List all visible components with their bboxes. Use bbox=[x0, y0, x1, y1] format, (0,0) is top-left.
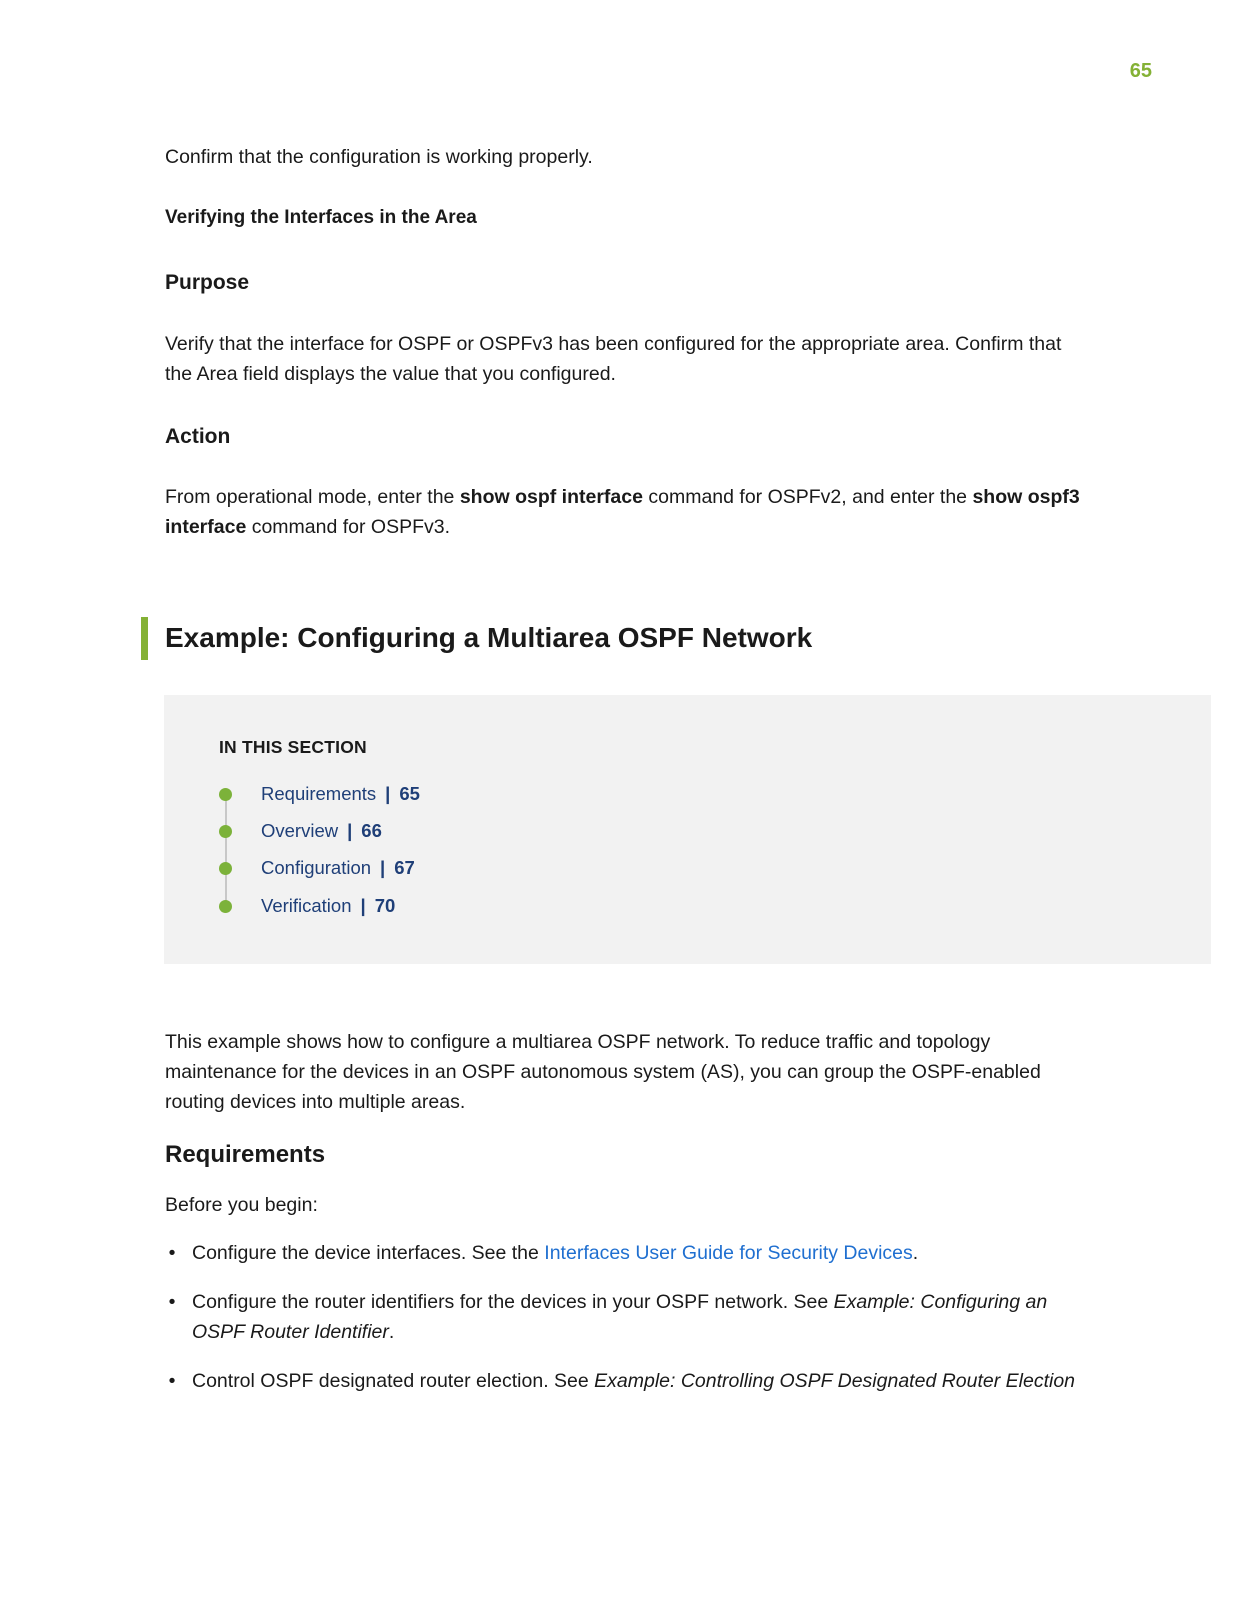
verify-label: Verifying the Interfaces in the Area bbox=[165, 207, 477, 228]
list-item bbox=[165, 1287, 1085, 1347]
toc-connector-line bbox=[225, 794, 227, 906]
purpose-heading: Purpose bbox=[165, 271, 250, 294]
toc-separator: | bbox=[380, 857, 386, 878]
list-item bbox=[165, 1238, 1085, 1268]
interfaces-guide-link[interactable]: Interfaces User Guide for Security Devices bbox=[544, 1242, 913, 1264]
list-item-end: . bbox=[912, 1242, 919, 1264]
toc-page-number[interactable]: 66 bbox=[361, 820, 382, 841]
toc-link-label[interactable]: Requirements bbox=[261, 783, 377, 804]
toc-page-number[interactable]: 67 bbox=[394, 857, 415, 878]
toc-item-overview[interactable] bbox=[219, 819, 382, 843]
section-accent-bar bbox=[141, 617, 148, 660]
bullet-icon: • bbox=[168, 1291, 176, 1313]
toc-link-label[interactable]: Verification bbox=[261, 895, 352, 916]
bullet-dot-icon bbox=[219, 862, 232, 875]
toc-separator: | bbox=[347, 820, 353, 841]
toc-item-configuration[interactable] bbox=[219, 856, 415, 880]
toc-item-verification[interactable] bbox=[219, 894, 395, 918]
toc-link-label[interactable]: Overview bbox=[261, 820, 339, 841]
action-text-part-3: command for OSPFv3. bbox=[246, 516, 451, 538]
toc-page-number[interactable]: 65 bbox=[399, 783, 420, 804]
list-item-end: . bbox=[388, 1321, 395, 1343]
toc-item-requirements[interactable] bbox=[219, 782, 420, 806]
requirements-intro: Before you begin: bbox=[165, 1194, 318, 1216]
toc-separator: | bbox=[385, 783, 391, 804]
bullet-dot-icon bbox=[219, 788, 232, 801]
requirements-heading: Requirements bbox=[165, 1141, 326, 1168]
toc-page-number[interactable]: 70 bbox=[374, 895, 396, 916]
action-text-part-1: From operational mode, enter the bbox=[165, 486, 460, 508]
command-show-ospf-interface: show ospf interface bbox=[459, 486, 643, 508]
list-item bbox=[165, 1366, 1085, 1396]
page-number: 65 bbox=[1129, 60, 1152, 82]
toc-heading: IN THIS SECTION bbox=[219, 737, 367, 757]
action-text bbox=[165, 482, 1085, 542]
toc-separator: | bbox=[360, 895, 366, 916]
list-item-text: Configure the device interfaces. See the bbox=[192, 1242, 545, 1264]
action-heading: Action bbox=[165, 425, 231, 448]
toc-link-label[interactable]: Configuration bbox=[261, 857, 372, 878]
list-item-text: Configure the router identifiers for the devices in your OSPF network. See bbox=[192, 1291, 834, 1313]
action-text-part-2: command for OSPFv2, and enter the bbox=[642, 486, 973, 508]
in-this-section-box bbox=[164, 695, 1211, 964]
dr-election-reference: Example: Controlling OSPF Designated Router Election bbox=[594, 1370, 1076, 1392]
section-title: Example: Configuring a Multiarea OSPF Network bbox=[165, 622, 813, 653]
router-identifier-reference: Example: Configuring an OSPF Router Identifier bbox=[192, 1291, 1048, 1343]
list-item-text: Control OSPF designated router election. See bbox=[192, 1370, 595, 1392]
bullet-icon: • bbox=[168, 1242, 176, 1264]
intro-text: Confirm that the configuration is working properly. bbox=[165, 146, 593, 168]
bullet-dot-icon bbox=[219, 825, 232, 838]
purpose-text: Verify that the interface for OSPF or OSPFv3 has been configured for the appropriate area. Confirm that the Area field displays the value that you configured. bbox=[165, 333, 1062, 385]
bullet-dot-icon bbox=[219, 900, 232, 913]
description-text: This example shows how to configure a multiarea OSPF network. To reduce traffic and topology maintenance for the devices in an OSPF autonomous system (AS), you can group the OSPF-enabled routing devices into multiple areas. bbox=[165, 1031, 1041, 1113]
bullet-icon: • bbox=[168, 1370, 176, 1392]
command-show-ospf3-interface: show ospf3 interface bbox=[165, 486, 1080, 538]
